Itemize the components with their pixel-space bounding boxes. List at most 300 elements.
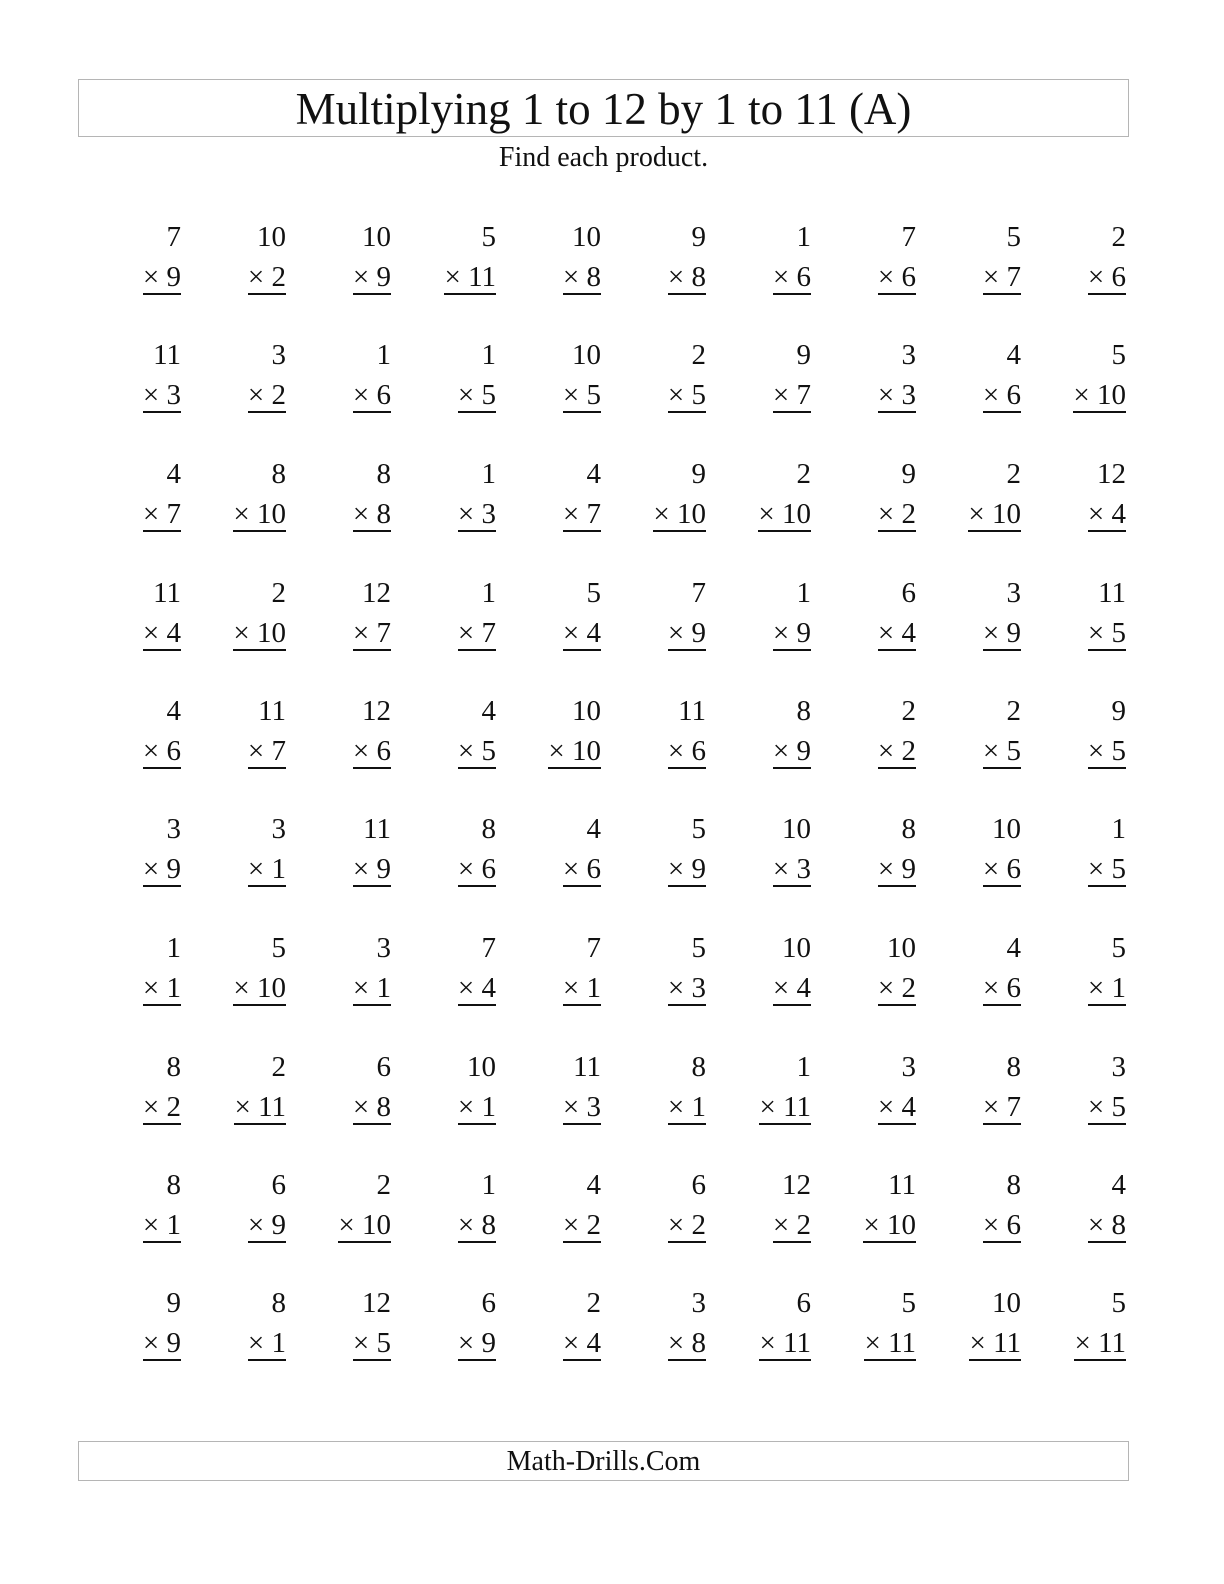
- multiplier: × 4: [562, 617, 601, 649]
- multiplier: × 1: [247, 853, 286, 885]
- multiplier: × 5: [457, 379, 496, 411]
- problem: [826, 340, 916, 420]
- multiplicand: 3: [271, 339, 286, 371]
- multiplicand: 3: [691, 1287, 706, 1319]
- multiplier: × 7: [982, 1091, 1021, 1123]
- multiplicand: 2: [271, 1051, 286, 1083]
- multiplier: × 6: [457, 853, 496, 885]
- multiplier: × 1: [1087, 972, 1126, 1004]
- multiplier: × 2: [877, 972, 916, 1004]
- problem: [406, 1288, 496, 1368]
- multiplicand: 11: [1098, 577, 1126, 609]
- multiplier: × 6: [142, 735, 181, 767]
- problem: [91, 222, 181, 302]
- problem: [301, 340, 391, 420]
- problem: [91, 1052, 181, 1132]
- problem: [1036, 933, 1126, 1013]
- multiplicand: 11: [258, 695, 286, 727]
- multiplier: × 2: [142, 1091, 181, 1123]
- problem: [616, 222, 706, 302]
- multiplier: × 7: [457, 617, 496, 649]
- multiplier: × 11: [969, 1327, 1021, 1359]
- multiplier: × 9: [982, 617, 1021, 649]
- multiplicand: 12: [362, 695, 391, 727]
- problem: [826, 696, 916, 776]
- multiplier: × 10: [233, 617, 286, 649]
- problem: [826, 1170, 916, 1250]
- multiplier: × 3: [667, 972, 706, 1004]
- multiplicand: 9: [166, 1287, 181, 1319]
- multiplicand: 9: [901, 458, 916, 490]
- multiplier: × 6: [982, 379, 1021, 411]
- multiplier: × 5: [982, 735, 1021, 767]
- multiplicand: 3: [901, 339, 916, 371]
- multiplicand: 5: [691, 932, 706, 964]
- multiplicand: 4: [1006, 932, 1021, 964]
- problem: [1036, 578, 1126, 658]
- problem: [406, 1052, 496, 1132]
- multiplicand: 1: [796, 221, 811, 253]
- multiplier: × 6: [982, 972, 1021, 1004]
- multiplicand: 5: [1111, 932, 1126, 964]
- multiplicand: 10: [572, 339, 601, 371]
- multiplicand: 2: [586, 1287, 601, 1319]
- multiplier: × 3: [142, 379, 181, 411]
- problem: [91, 933, 181, 1013]
- problem: [406, 459, 496, 539]
- multiplier: × 10: [548, 735, 601, 767]
- problem: [196, 696, 286, 776]
- problem: [406, 1170, 496, 1250]
- multiplicand: 7: [691, 577, 706, 609]
- multiplier: × 4: [877, 1091, 916, 1123]
- multiplier: × 11: [234, 1091, 286, 1123]
- multiplier: × 4: [877, 617, 916, 649]
- multiplicand: 8: [1006, 1169, 1021, 1201]
- multiplicand: 5: [481, 221, 496, 253]
- problem: [931, 578, 1021, 658]
- multiplicand: 6: [481, 1287, 496, 1319]
- problem: [406, 933, 496, 1013]
- multiplier: × 10: [653, 498, 706, 530]
- multiplier: × 9: [877, 853, 916, 885]
- multiplier: × 2: [877, 735, 916, 767]
- multiplier: × 4: [142, 617, 181, 649]
- problem: [721, 340, 811, 420]
- multiplicand: 10: [992, 813, 1021, 845]
- multiplier: × 4: [562, 1327, 601, 1359]
- problem: [406, 814, 496, 894]
- problem: [721, 222, 811, 302]
- problem: [301, 222, 391, 302]
- problem: [301, 814, 391, 894]
- problem: [616, 1052, 706, 1132]
- multiplicand: 4: [1111, 1169, 1126, 1201]
- multiplier: × 9: [352, 261, 391, 293]
- problem: [301, 933, 391, 1013]
- multiplier: × 3: [877, 379, 916, 411]
- problem: [91, 459, 181, 539]
- problem: [196, 933, 286, 1013]
- multiplier: × 10: [233, 498, 286, 530]
- multiplier: × 9: [667, 853, 706, 885]
- multiplier: × 8: [457, 1209, 496, 1241]
- multiplier: × 6: [982, 1209, 1021, 1241]
- multiplier: × 5: [352, 1327, 391, 1359]
- multiplier: × 3: [457, 498, 496, 530]
- multiplicand: 2: [1006, 458, 1021, 490]
- multiplier: × 7: [562, 498, 601, 530]
- problem: [406, 340, 496, 420]
- multiplicand: 9: [796, 339, 811, 371]
- problem: [931, 696, 1021, 776]
- problem: [91, 814, 181, 894]
- multiplicand: 8: [691, 1051, 706, 1083]
- multiplier: × 9: [772, 617, 811, 649]
- problem: [931, 340, 1021, 420]
- multiplier: × 8: [1087, 1209, 1126, 1241]
- problem: [826, 222, 916, 302]
- multiplicand: 2: [376, 1169, 391, 1201]
- instructions: Find each product.: [498, 142, 709, 173]
- multiplicand: 1: [481, 458, 496, 490]
- problem: [1036, 814, 1126, 894]
- problem: [91, 340, 181, 420]
- multiplicand: 8: [271, 458, 286, 490]
- multiplicand: 9: [691, 221, 706, 253]
- problem: [931, 459, 1021, 539]
- multiplicand: 8: [166, 1169, 181, 1201]
- multiplier: × 5: [1087, 853, 1126, 885]
- multiplicand: 5: [271, 932, 286, 964]
- multiplier: × 2: [772, 1209, 811, 1241]
- multiplier: × 10: [968, 498, 1021, 530]
- multiplicand: 2: [691, 339, 706, 371]
- problem: [301, 1288, 391, 1368]
- multiplier: × 11: [1074, 1327, 1126, 1359]
- multiplicand: 5: [1111, 339, 1126, 371]
- multiplicand: 1: [166, 932, 181, 964]
- multiplier: × 8: [352, 1091, 391, 1123]
- multiplier: × 9: [142, 261, 181, 293]
- multiplicand: 4: [166, 695, 181, 727]
- multiplicand: 7: [166, 221, 181, 253]
- problem: [406, 578, 496, 658]
- multiplicand: 9: [1111, 695, 1126, 727]
- problem: [826, 933, 916, 1013]
- multiplicand: 5: [586, 577, 601, 609]
- multiplier: × 6: [982, 853, 1021, 885]
- multiplier: × 11: [864, 1327, 916, 1359]
- problem: [91, 578, 181, 658]
- multiplicand: 3: [166, 813, 181, 845]
- problem: [1036, 1288, 1126, 1368]
- problem: [616, 1170, 706, 1250]
- problem: [511, 222, 601, 302]
- multiplicand: 2: [796, 458, 811, 490]
- multiplicand: 4: [586, 1169, 601, 1201]
- problem: [301, 696, 391, 776]
- multiplier: × 10: [758, 498, 811, 530]
- multiplicand: 12: [362, 577, 391, 609]
- problem: [301, 1170, 391, 1250]
- problem: [616, 459, 706, 539]
- multiplier: × 2: [247, 261, 286, 293]
- problem: [721, 578, 811, 658]
- problem: [196, 1288, 286, 1368]
- problem: [196, 459, 286, 539]
- multiplicand: 1: [481, 577, 496, 609]
- multiplier: × 9: [247, 1209, 286, 1241]
- multiplier: × 5: [1087, 617, 1126, 649]
- problem: [511, 696, 601, 776]
- problem: [301, 1052, 391, 1132]
- multiplier: × 1: [457, 1091, 496, 1123]
- multiplier: × 11: [759, 1091, 811, 1123]
- multiplier: × 2: [877, 498, 916, 530]
- problem: [511, 1288, 601, 1368]
- multiplicand: 4: [1006, 339, 1021, 371]
- problem: [406, 222, 496, 302]
- multiplier: × 9: [667, 617, 706, 649]
- multiplicand: 7: [901, 221, 916, 253]
- multiplicand: 10: [992, 1287, 1021, 1319]
- multiplier: × 7: [142, 498, 181, 530]
- multiplier: × 2: [667, 1209, 706, 1241]
- problem: [511, 1170, 601, 1250]
- multiplier: × 10: [1073, 379, 1126, 411]
- problem: [721, 1170, 811, 1250]
- multiplier: × 8: [667, 1327, 706, 1359]
- multiplicand: 10: [572, 695, 601, 727]
- multiplier: × 8: [352, 498, 391, 530]
- multiplier: × 9: [142, 853, 181, 885]
- problem: [196, 222, 286, 302]
- multiplicand: 4: [481, 695, 496, 727]
- multiplicand: 3: [376, 932, 391, 964]
- multiplier: × 1: [667, 1091, 706, 1123]
- multiplicand: 11: [153, 577, 181, 609]
- problem: [1036, 340, 1126, 420]
- problem: [721, 459, 811, 539]
- multiplicand: 2: [271, 577, 286, 609]
- multiplier: × 4: [457, 972, 496, 1004]
- problem: [826, 1052, 916, 1132]
- multiplicand: 6: [796, 1287, 811, 1319]
- multiplier: × 7: [982, 261, 1021, 293]
- multiplier: × 1: [352, 972, 391, 1004]
- multiplier: × 6: [352, 379, 391, 411]
- problem: [721, 696, 811, 776]
- multiplicand: 3: [1111, 1051, 1126, 1083]
- problem: [511, 340, 601, 420]
- multiplier: × 5: [667, 379, 706, 411]
- multiplicand: 8: [796, 695, 811, 727]
- problem: [511, 578, 601, 658]
- problem: [721, 933, 811, 1013]
- multiplier: × 8: [562, 261, 601, 293]
- multiplier: × 5: [1087, 735, 1126, 767]
- problem: [616, 696, 706, 776]
- multiplier: × 9: [772, 735, 811, 767]
- multiplicand: 9: [691, 458, 706, 490]
- problem: [196, 814, 286, 894]
- multiplicand: 4: [586, 458, 601, 490]
- footer-text: Math-Drills.Com: [506, 1446, 701, 1477]
- multiplier: × 2: [562, 1209, 601, 1241]
- multiplicand: 1: [796, 577, 811, 609]
- multiplicand: 7: [481, 932, 496, 964]
- multiplier: × 3: [772, 853, 811, 885]
- multiplier: × 1: [562, 972, 601, 1004]
- problem: [1036, 1170, 1126, 1250]
- multiplicand: 10: [782, 813, 811, 845]
- problem: [301, 578, 391, 658]
- multiplier: × 10: [233, 972, 286, 1004]
- multiplicand: 11: [888, 1169, 916, 1201]
- page-title: Multiplying 1 to 12 by 1 to 11 (A): [295, 84, 912, 134]
- multiplicand: 11: [573, 1051, 601, 1083]
- multiplier: × 7: [352, 617, 391, 649]
- multiplier: × 5: [562, 379, 601, 411]
- multiplicand: 3: [901, 1051, 916, 1083]
- multiplicand: 10: [467, 1051, 496, 1083]
- multiplier: × 6: [562, 853, 601, 885]
- multiplier: × 7: [247, 735, 286, 767]
- multiplicand: 8: [271, 1287, 286, 1319]
- problem: [826, 1288, 916, 1368]
- problem: [91, 1288, 181, 1368]
- problem: [826, 814, 916, 894]
- multiplier: × 4: [1087, 498, 1126, 530]
- multiplicand: 2: [1006, 695, 1021, 727]
- multiplicand: 1: [796, 1051, 811, 1083]
- multiplier: × 6: [667, 735, 706, 767]
- multiplicand: 4: [166, 458, 181, 490]
- problem: [616, 1288, 706, 1368]
- multiplicand: 10: [257, 221, 286, 253]
- multiplier: × 9: [142, 1327, 181, 1359]
- problem: [196, 1170, 286, 1250]
- problem: [931, 1170, 1021, 1250]
- multiplier: × 1: [247, 1327, 286, 1359]
- problem: [1036, 696, 1126, 776]
- multiplicand: 3: [271, 813, 286, 845]
- multiplicand: 5: [901, 1287, 916, 1319]
- problem: [406, 696, 496, 776]
- footer-box: [78, 1441, 1129, 1481]
- problem: [196, 1052, 286, 1132]
- problem: [511, 933, 601, 1013]
- multiplier: × 6: [1087, 261, 1126, 293]
- multiplicand: 12: [782, 1169, 811, 1201]
- problem: [511, 814, 601, 894]
- multiplicand: 5: [1111, 1287, 1126, 1319]
- multiplicand: 12: [1097, 458, 1126, 490]
- problem: [721, 1052, 811, 1132]
- multiplicand: 1: [1111, 813, 1126, 845]
- multiplier: × 7: [772, 379, 811, 411]
- multiplier: × 6: [772, 261, 811, 293]
- multiplier: × 3: [562, 1091, 601, 1123]
- problem: [1036, 222, 1126, 302]
- problem: [616, 814, 706, 894]
- problem: [826, 459, 916, 539]
- problem: [931, 814, 1021, 894]
- multiplicand: 8: [481, 813, 496, 845]
- multiplier: × 5: [457, 735, 496, 767]
- multiplicand: 3: [1006, 577, 1021, 609]
- multiplier: × 5: [1087, 1091, 1126, 1123]
- problem: [616, 340, 706, 420]
- multiplier: × 1: [142, 1209, 181, 1241]
- multiplicand: 5: [1006, 221, 1021, 253]
- multiplicand: 8: [901, 813, 916, 845]
- multiplier: × 2: [247, 379, 286, 411]
- problem: [1036, 459, 1126, 539]
- multiplicand: 2: [1111, 221, 1126, 253]
- problem: [931, 222, 1021, 302]
- problem: [91, 1170, 181, 1250]
- multiplicand: 7: [586, 932, 601, 964]
- problem: [1036, 1052, 1126, 1132]
- problem: [826, 578, 916, 658]
- multiplicand: 11: [153, 339, 181, 371]
- multiplicand: 8: [1006, 1051, 1021, 1083]
- multiplier: × 1: [142, 972, 181, 1004]
- multiplicand: 1: [481, 1169, 496, 1201]
- multiplicand: 11: [363, 813, 391, 845]
- multiplicand: 10: [782, 932, 811, 964]
- problem: [91, 696, 181, 776]
- multiplicand: 6: [271, 1169, 286, 1201]
- problem: [931, 933, 1021, 1013]
- multiplier: × 9: [457, 1327, 496, 1359]
- multiplier: × 4: [772, 972, 811, 1004]
- multiplicand: 1: [481, 339, 496, 371]
- multiplicand: 8: [376, 458, 391, 490]
- problem: [721, 814, 811, 894]
- multiplicand: 4: [586, 813, 601, 845]
- problem: [616, 578, 706, 658]
- multiplicand: 10: [887, 932, 916, 964]
- multiplicand: 10: [572, 221, 601, 253]
- multiplier: × 9: [352, 853, 391, 885]
- multiplier: × 11: [444, 261, 496, 293]
- multiplicand: 6: [691, 1169, 706, 1201]
- problem: [721, 1288, 811, 1368]
- multiplier: × 6: [877, 261, 916, 293]
- multiplicand: 8: [166, 1051, 181, 1083]
- multiplier: × 11: [759, 1327, 811, 1359]
- problem: [931, 1288, 1021, 1368]
- problem: [931, 1052, 1021, 1132]
- problem: [616, 933, 706, 1013]
- multiplicand: 5: [691, 813, 706, 845]
- problem: [511, 1052, 601, 1132]
- problem: [196, 340, 286, 420]
- multiplier: × 6: [352, 735, 391, 767]
- multiplier: × 10: [338, 1209, 391, 1241]
- problem: [511, 459, 601, 539]
- multiplicand: 12: [362, 1287, 391, 1319]
- multiplier: × 8: [667, 261, 706, 293]
- multiplicand: 1: [376, 339, 391, 371]
- problem: [301, 459, 391, 539]
- problem: [196, 578, 286, 658]
- multiplier: × 10: [863, 1209, 916, 1241]
- multiplicand: 10: [362, 221, 391, 253]
